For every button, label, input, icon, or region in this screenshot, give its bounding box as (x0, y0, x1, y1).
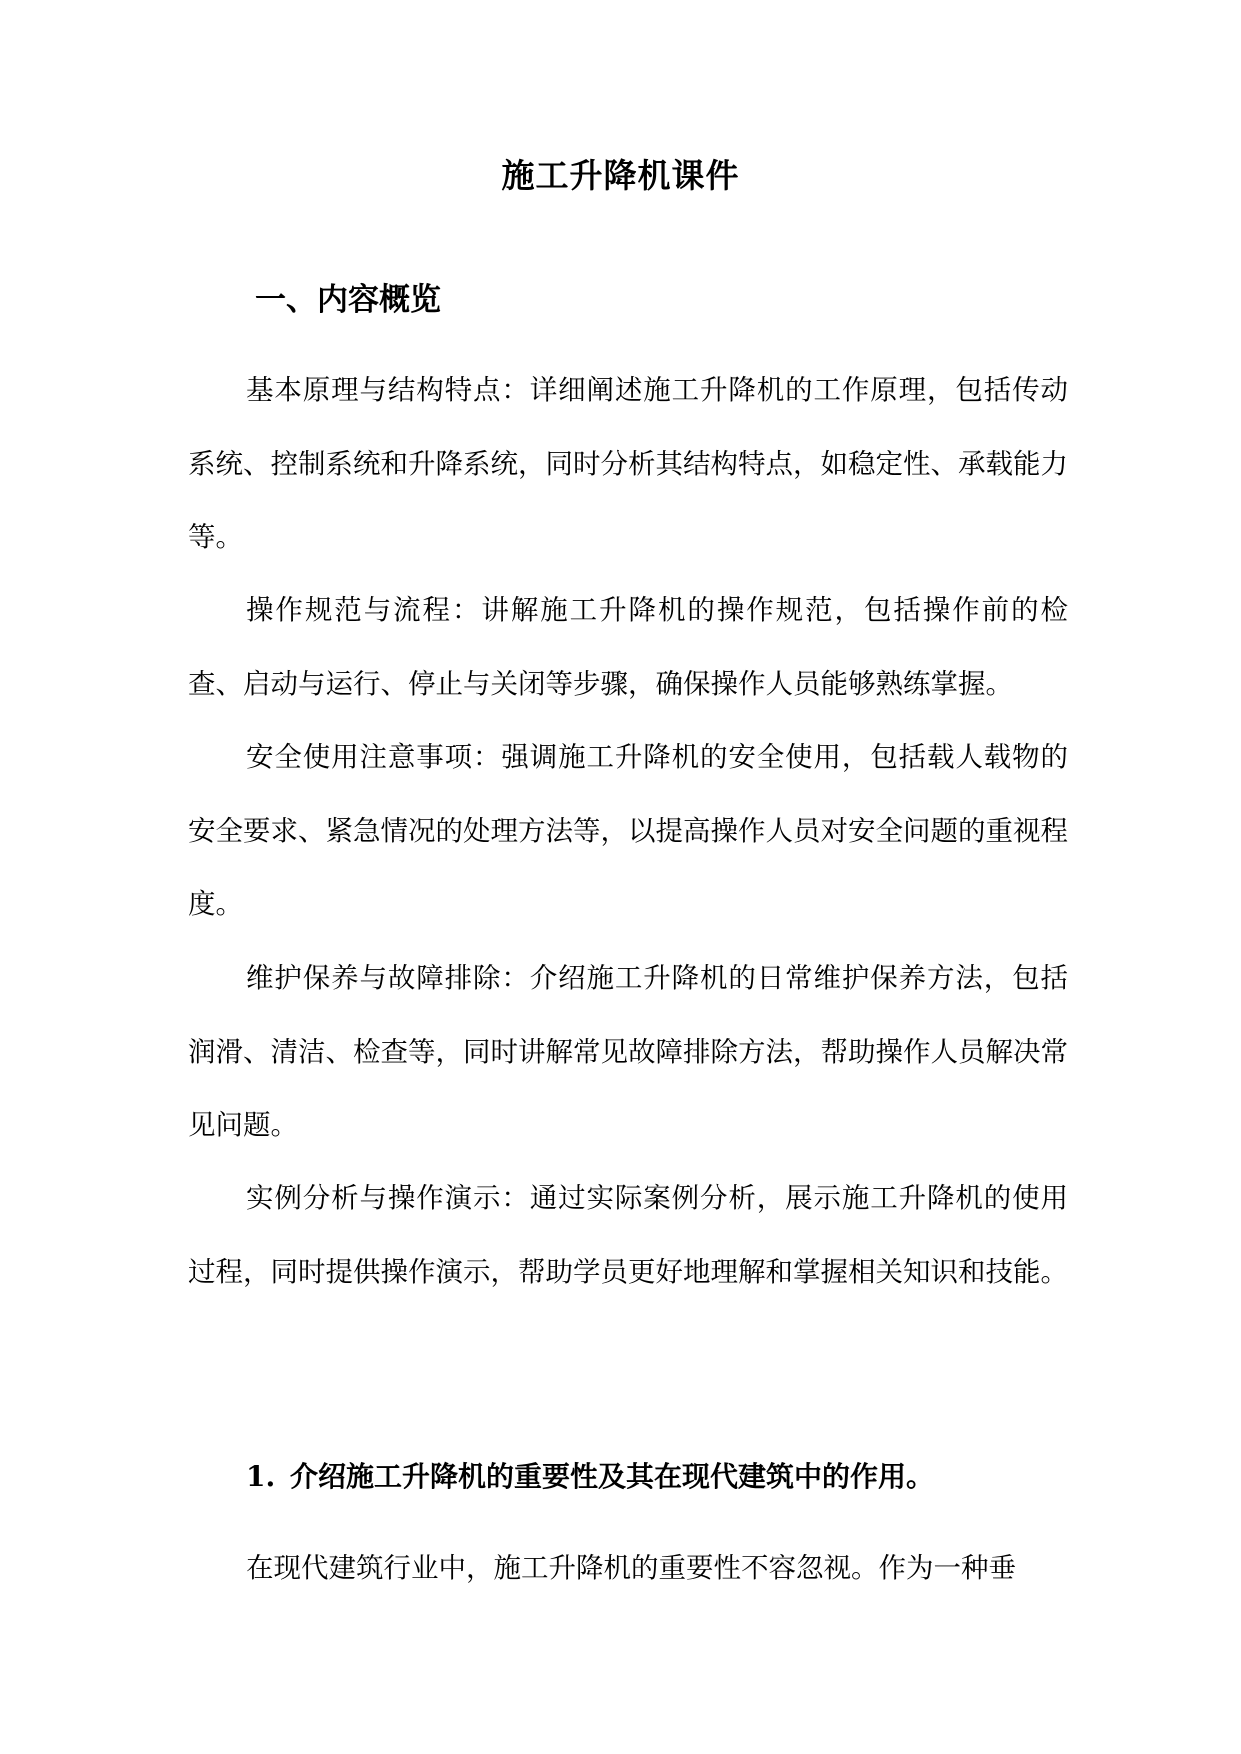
paragraph-importance: 在现代建筑行业中，施工升降机的重要性不容忽视。作为一种垂 (246, 1552, 1016, 1584)
paragraph-principles: 基本原理与结构特点：详细阐述施工升降机的工作原理，包括传动系统、控制系统和升降系统，同时分析其结构特点，如稳定性、承载能力等。 (188, 374, 1068, 553)
paragraph-operation: 操作规范与流程：讲解施工升降机的操作规范，包括操作前的检查、启动与运行、停止与关闭等步骤，确保操作人员能够熟练掌握。 (188, 594, 1068, 700)
paragraph-examples: 实例分析与操作演示：通过实际案例分析，展示施工升降机的使用过程，同时提供操作演示，帮助学员更好地理解和掌握相关知识和技能。 (188, 1182, 1068, 1288)
subheading (246, 1449, 934, 1505)
section-heading: 一、内容概览 (255, 282, 441, 318)
document-title: 施工升降机课件 (501, 156, 740, 195)
subheading-number: 1. (246, 1460, 276, 1493)
paragraph-maintenance: 维护保养与故障排除：介绍施工升降机的日常维护保养方法，包括润滑、清洁、检查等，同时讲解常见故障排除方法，帮助操作人员解决常见问题。 (188, 962, 1068, 1141)
paragraph-safety: 安全使用注意事项：强调施工升降机的安全使用，包括载人载物的安全要求、紧急情况的处理方法等，以提高操作人员对安全问题的重视程度。 (188, 741, 1068, 920)
subheading-text: 介绍施工升降机的重要性及其在现代建筑中的作用。 (290, 1460, 935, 1493)
